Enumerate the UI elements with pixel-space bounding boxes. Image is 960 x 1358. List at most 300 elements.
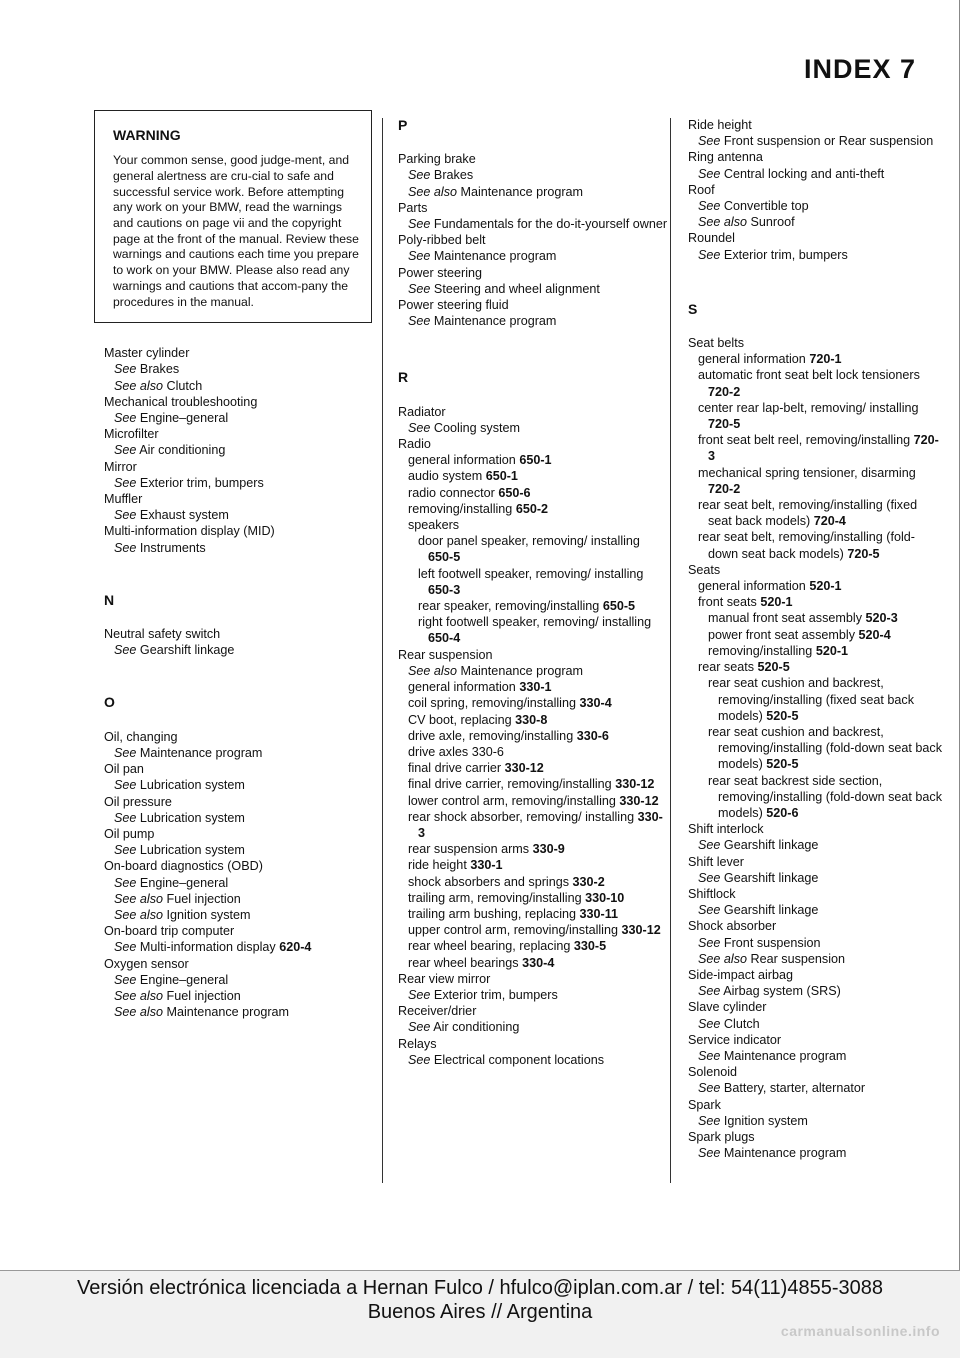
index-entry (688, 149, 943, 165)
see-reference: See (114, 875, 137, 890)
entry-text: Air conditioning (136, 443, 226, 458)
index-entry (104, 442, 354, 458)
entry-text: right footwell speaker, removing/ installing (418, 615, 652, 630)
index-entry (688, 432, 943, 464)
page-reference: 330-2 (572, 874, 605, 889)
see-reference: See (408, 249, 431, 264)
entry-text: Exterior trim, bumpers (136, 475, 264, 490)
see-reference: See (114, 443, 137, 458)
entry-text: rear wheel bearings (408, 955, 523, 970)
index-entry (688, 400, 943, 432)
index-entry (688, 247, 943, 263)
entry-text: Microfilter (104, 427, 159, 442)
see-reference: See also (114, 988, 164, 1003)
entry-text: general information (408, 680, 520, 695)
page-reference: 520-4 (858, 627, 891, 642)
entry-text: Power steering (398, 265, 482, 280)
entry-text: Shiftlock (688, 886, 736, 901)
section-letter-o: O (104, 694, 115, 711)
index-entry (398, 712, 668, 728)
index-entry (398, 598, 668, 614)
entry-text: Shift lever (688, 854, 744, 869)
entry-text: Shock absorber (688, 919, 777, 934)
page-reference: 520-3 (865, 611, 898, 626)
page-reference: 330-11 (579, 906, 619, 921)
see-reference: See also (408, 663, 458, 678)
index-entry (688, 627, 943, 643)
index-entry (398, 281, 668, 297)
page-reference: 720-2 (708, 481, 741, 496)
entry-text: Front suspension or Rear suspension (720, 134, 934, 149)
entry-text: rear wheel bearing, replacing (408, 939, 574, 954)
entry-text: Maintenance program (136, 745, 263, 760)
index-entry (688, 951, 943, 967)
entry-text: Ride height (688, 118, 752, 132)
entry-text: automatic front seat belt lock tensioners (698, 368, 920, 383)
page-reference: 330-3 (418, 809, 663, 840)
index-entry (398, 793, 668, 809)
see-reference: See (408, 168, 431, 183)
see-reference: See (698, 199, 721, 214)
index-entry (398, 922, 668, 938)
index-entry (398, 200, 668, 216)
index-entry (398, 890, 668, 906)
entry-text: Radiator (398, 404, 446, 419)
index-entry (688, 1016, 943, 1032)
page-reference: 720-3 (708, 433, 939, 464)
entry-text: audio system (408, 469, 486, 484)
see-reference: See (114, 540, 137, 555)
entry-text: Exhaust system (136, 508, 229, 523)
entry-text: Oxygen sensor (104, 956, 189, 971)
entry-text: rear seats (698, 660, 758, 675)
index-entries-o (104, 729, 354, 1021)
entry-text: Battery, starter, alternator (720, 1081, 866, 1096)
entry-text: Ignition system (720, 1113, 808, 1128)
entry-text: Oil pan (104, 762, 144, 777)
index-entry (398, 874, 668, 890)
index-entry (104, 626, 354, 642)
index-entries-r (398, 404, 668, 1068)
see-reference: See (114, 745, 137, 760)
index-entry (398, 404, 668, 420)
page-reference: 520-1 (815, 643, 849, 658)
entry-text: Relays (398, 1036, 437, 1051)
index-entry (688, 367, 943, 399)
watermark: carmanualsonline.info (780, 1323, 940, 1339)
entry-text: Multi-information display (MID) (104, 524, 275, 539)
index-entry (398, 436, 668, 452)
index-entry (688, 870, 943, 886)
section-letter-s: S (688, 300, 698, 317)
index-entry (104, 988, 354, 1004)
see-reference: See (114, 411, 137, 426)
entry-text: Poly-ribbed belt (398, 233, 486, 248)
index-entry (398, 420, 668, 436)
index-entry (688, 1129, 943, 1145)
entry-text: Solenoid (688, 1065, 738, 1080)
entry-text: Spark plugs (688, 1129, 755, 1144)
see-reference: See also (114, 1005, 164, 1020)
entry-text: rear seat backrest side section, removing/installing (fold-down seat back models) (708, 773, 943, 820)
entry-text: Master cylinder (104, 346, 190, 361)
page-reference: 650-2 (515, 501, 549, 516)
location-line: Buenos Aires // Argentina (367, 1301, 593, 1323)
page-reference: 720-4 (813, 514, 846, 529)
page-reference: 520-5 (757, 660, 790, 675)
index-entry (398, 468, 668, 484)
index-entry (104, 729, 354, 745)
see-reference: See (408, 987, 431, 1002)
index-entry (398, 167, 668, 183)
index-entry (104, 794, 354, 810)
index-entry (104, 761, 354, 777)
index-entry (688, 594, 943, 610)
entry-text: Engine–general (136, 411, 229, 426)
index-entry (398, 517, 668, 533)
entry-text: Spark (688, 1097, 721, 1112)
page-reference: 520-1 (760, 595, 793, 610)
index-entry (398, 1019, 668, 1035)
index-entry (688, 675, 943, 724)
entry-text: Maintenance program (430, 314, 557, 329)
entry-text: Power steering fluid (398, 298, 509, 313)
index-entry (104, 972, 354, 988)
entry-text: coil spring, removing/installing (408, 696, 580, 711)
entry-text: Gearshift linkage (720, 903, 819, 918)
entry-text: Receiver/drier (398, 1004, 477, 1019)
entry-text: Mechanical troubleshooting (104, 394, 258, 409)
page-reference: 520-6 (766, 805, 799, 820)
index-entry (688, 886, 943, 902)
index-entry (688, 724, 943, 773)
entry-text: final drive carrier (408, 761, 505, 776)
index-entry (398, 184, 668, 200)
index-entry (688, 198, 943, 214)
entry-text: Parking brake (398, 152, 476, 167)
entry-text: Air conditioning (430, 1020, 520, 1035)
section-letter-n: N (104, 591, 115, 608)
index-entry (398, 987, 668, 1003)
see-reference: See (698, 1081, 721, 1096)
index-entry (398, 906, 668, 922)
column-divider-right (670, 118, 671, 1183)
index-entry (688, 643, 943, 659)
index-entry (398, 1003, 668, 1019)
license-footer (0, 1270, 960, 1358)
index-entry (398, 955, 668, 971)
warning-title: WARNING (113, 127, 181, 143)
index-entry (398, 485, 668, 501)
see-reference: See (698, 1048, 721, 1063)
entry-text: Seat belts (688, 336, 745, 351)
entry-text: drive axles 330-6 (408, 744, 504, 759)
see-reference: See (114, 362, 137, 377)
index-entry (104, 891, 354, 907)
entry-text: Instruments (136, 540, 206, 555)
index-entry (104, 1004, 354, 1020)
entry-text: Seats (688, 562, 721, 577)
index-entries-r-cont (688, 117, 943, 263)
page-reference: 330-1 (519, 680, 552, 695)
entry-text: trailing arm bushing, replacing (408, 906, 580, 921)
index-entry (398, 1052, 668, 1068)
see-reference: See (698, 134, 721, 149)
entry-text: lower control arm, removing/installing (408, 793, 620, 808)
see-reference: See (114, 810, 137, 825)
entry-text: Radio (398, 437, 431, 452)
index-entry (104, 540, 354, 556)
entry-text: Sunroof (747, 215, 795, 230)
entry-text: Exterior trim, bumpers (720, 247, 848, 262)
entry-text: general information (698, 352, 810, 367)
index-entry (104, 907, 354, 923)
entry-text: Slave cylinder (688, 1000, 767, 1015)
entry-text: Steering and wheel alignment (430, 281, 600, 296)
index-entry (398, 614, 668, 646)
index-entry (398, 776, 668, 792)
entry-text: Service indicator (688, 1032, 782, 1047)
entry-text: Engine–general (136, 875, 229, 890)
index-entry (398, 566, 668, 598)
entry-text: rear speaker, removing/installing (418, 599, 603, 614)
index-entry (398, 744, 668, 760)
see-reference: See (698, 1016, 721, 1031)
index-entry (688, 773, 943, 822)
index-entry (398, 760, 668, 776)
see-reference: See (408, 1020, 431, 1035)
section-letter-p: P (398, 117, 408, 133)
index-entry (688, 562, 943, 578)
page-reference: 330-1 (470, 858, 503, 873)
index-entry (688, 465, 943, 497)
entry-text: Multi-information display (136, 940, 280, 955)
index-entry (688, 578, 943, 594)
index-entry (688, 133, 943, 149)
page-reference: 720-2 (708, 384, 741, 399)
index-entry (398, 1036, 668, 1052)
entry-text: On-board trip computer (104, 924, 235, 939)
entry-text: Lubrication system (136, 778, 245, 793)
index-column-right (688, 117, 943, 1161)
warning-box (94, 110, 372, 323)
index-entry (688, 117, 943, 133)
index-entries-s (688, 335, 943, 1161)
entry-text: Rear view mirror (398, 971, 491, 986)
see-reference: See also (408, 184, 458, 199)
index-entry (104, 642, 354, 658)
entry-text: ride height (408, 858, 471, 873)
index-entry (688, 1097, 943, 1113)
index-entry (104, 491, 354, 507)
see-reference: See also (698, 951, 748, 966)
index-entry (398, 647, 668, 663)
index-entry (398, 857, 668, 873)
index-entry (104, 394, 354, 410)
index-entry (688, 1080, 943, 1096)
see-reference: See (114, 940, 137, 955)
entry-text: trailing arm, removing/installing (408, 890, 586, 905)
see-reference: See also (114, 891, 164, 906)
index-entry (398, 452, 668, 468)
index-entry (688, 821, 943, 837)
page-reference: 330-8 (515, 712, 548, 727)
index-entry (104, 875, 354, 891)
index-entry (688, 230, 943, 246)
page-reference: 650-1 (519, 453, 552, 468)
entry-text: Maintenance program (430, 249, 557, 264)
entry-text: Maintenance program (720, 1048, 847, 1063)
see-reference: See (408, 281, 431, 296)
entry-text: Engine–general (136, 972, 229, 987)
page-reference: 330-10 (585, 890, 625, 905)
entry-text: Fuel injection (163, 891, 241, 906)
page-reference: 520-5 (766, 708, 799, 723)
index-entry (398, 663, 668, 679)
entry-text: final drive carrier, removing/installing (408, 777, 616, 792)
index-entry (104, 361, 354, 377)
entry-text: Maintenance program (163, 1005, 290, 1020)
entry-text: Gearshift linkage (720, 870, 819, 885)
entry-text: Maintenance program (457, 663, 584, 678)
see-reference: See (408, 420, 431, 435)
entry-text: manual front seat assembly (708, 611, 866, 626)
index-entries-m (104, 345, 354, 556)
index-entry (398, 809, 668, 841)
entry-text: Maintenance program (457, 184, 584, 199)
entry-text: Front suspension (720, 935, 821, 950)
page-reference: 720-5 (708, 417, 741, 432)
index-entry (688, 610, 943, 626)
see-reference: See (698, 903, 721, 918)
index-entry (688, 182, 943, 198)
index-entry (398, 841, 668, 857)
entry-text: Roof (688, 182, 715, 197)
page-reference: 650-6 (498, 485, 531, 500)
entry-text: Brakes (430, 168, 474, 183)
see-reference: See (698, 935, 721, 950)
see-reference: See (114, 475, 137, 490)
index-entry (104, 745, 354, 761)
page-reference: 330-12 (615, 777, 655, 792)
entry-text: Airbag system (SRS) (720, 984, 841, 999)
index-entry (104, 939, 354, 955)
index-entry (104, 410, 354, 426)
index-entry (688, 529, 943, 561)
see-reference: See (114, 972, 137, 987)
index-entry (688, 1145, 943, 1161)
entry-text: Gearshift linkage (136, 643, 235, 658)
entry-text: removing/installing (408, 501, 516, 516)
entry-text: Fundamentals for the do-it-yourself owner (430, 217, 668, 232)
entry-text: rear seat belt, removing/installing (fixed seat back models) (698, 498, 918, 529)
page-title: INDEX 7 (803, 54, 916, 84)
index-entry (104, 956, 354, 972)
see-reference: See (698, 1146, 721, 1161)
index-entry (688, 918, 943, 934)
entry-text: rear suspension arms (408, 842, 533, 857)
index-entry (398, 151, 668, 167)
column-divider-left (382, 118, 383, 1183)
entry-text: Neutral safety switch (104, 627, 221, 642)
page-reference: 650-1 (485, 469, 518, 484)
index-entry (104, 507, 354, 523)
see-reference: See (114, 643, 137, 658)
warning-text: Your common sense, good judge-ment, and general alertness are cru-cial to safe and successful service work. Before attempting any work on your BMW, read the warnings and cautions on page vii and the copyright page at the front of the manual. Review these warnings and cautions each time you prepare to work on your BMW. Please also read any warnings and cautions that accom-pany the procedures in the manual. (113, 153, 359, 309)
index-entry (398, 695, 668, 711)
index-entry (398, 297, 668, 313)
entry-text: Muffler (104, 492, 143, 507)
index-entry (104, 523, 354, 539)
index-entry (398, 679, 668, 695)
page-reference: 520-5 (766, 757, 799, 772)
entry-text: Roundel (688, 231, 735, 246)
page-reference: 330-12 (621, 923, 661, 938)
index-entry (398, 265, 668, 281)
index-entry (688, 999, 943, 1015)
page-reference: 330-6 (576, 728, 609, 743)
see-reference: See (114, 843, 137, 858)
entry-text: drive axle, removing/installing (408, 728, 577, 743)
entry-text: Oil, changing (104, 729, 178, 744)
see-reference: See (408, 1052, 431, 1067)
index-entry (104, 842, 354, 858)
index-entry (688, 497, 943, 529)
index-entries-p (398, 151, 668, 329)
entry-text: Mirror (104, 459, 137, 474)
entry-text: front seats (698, 595, 761, 610)
index-entry (398, 533, 668, 565)
index-entry (398, 248, 668, 264)
page-reference: 650-5 (602, 599, 636, 614)
index-entry (688, 1113, 943, 1129)
entry-text: Lubrication system (136, 843, 245, 858)
see-reference: See also (114, 907, 164, 922)
see-reference: See (698, 166, 721, 181)
page-reference: 330-4 (579, 696, 612, 711)
index-entry (398, 728, 668, 744)
entry-text: radio connector (408, 485, 499, 500)
entry-text: left footwell speaker, removing/ installing (418, 566, 644, 581)
entry-text: mechanical spring tensioner, disarming (698, 465, 916, 480)
entry-text: Convertible top (720, 199, 809, 214)
entry-text: Ignition system (163, 907, 251, 922)
entry-text: speakers (408, 518, 460, 533)
index-entry (398, 313, 668, 329)
entry-text: center rear lap-belt, removing/ installing (698, 400, 919, 415)
see-reference: See also (698, 215, 748, 230)
index-entry (104, 345, 354, 361)
entry-text: Side-impact airbag (688, 967, 793, 982)
page-reference: 650-5 (428, 550, 461, 565)
see-reference: See (408, 314, 431, 329)
index-entry (688, 351, 943, 367)
entry-text: rear seat cushion and backrest, removing/installing (fixed seat back models) (708, 676, 914, 723)
index-entry (688, 335, 943, 351)
page-edge (947, 0, 960, 1270)
entry-text: shock absorbers and springs (408, 874, 573, 889)
index-entry (688, 1032, 943, 1048)
entry-text: Oil pump (104, 826, 155, 841)
entry-text: On-board diagnostics (OBD) (104, 859, 263, 874)
index-entry (104, 810, 354, 826)
index-entry (688, 837, 943, 853)
index-entry (688, 967, 943, 983)
see-reference: See (698, 870, 721, 885)
entry-text: door panel speaker, removing/ installing (418, 534, 640, 549)
entry-text: removing/installing (708, 643, 816, 658)
entry-text: Oil pressure (104, 794, 172, 809)
